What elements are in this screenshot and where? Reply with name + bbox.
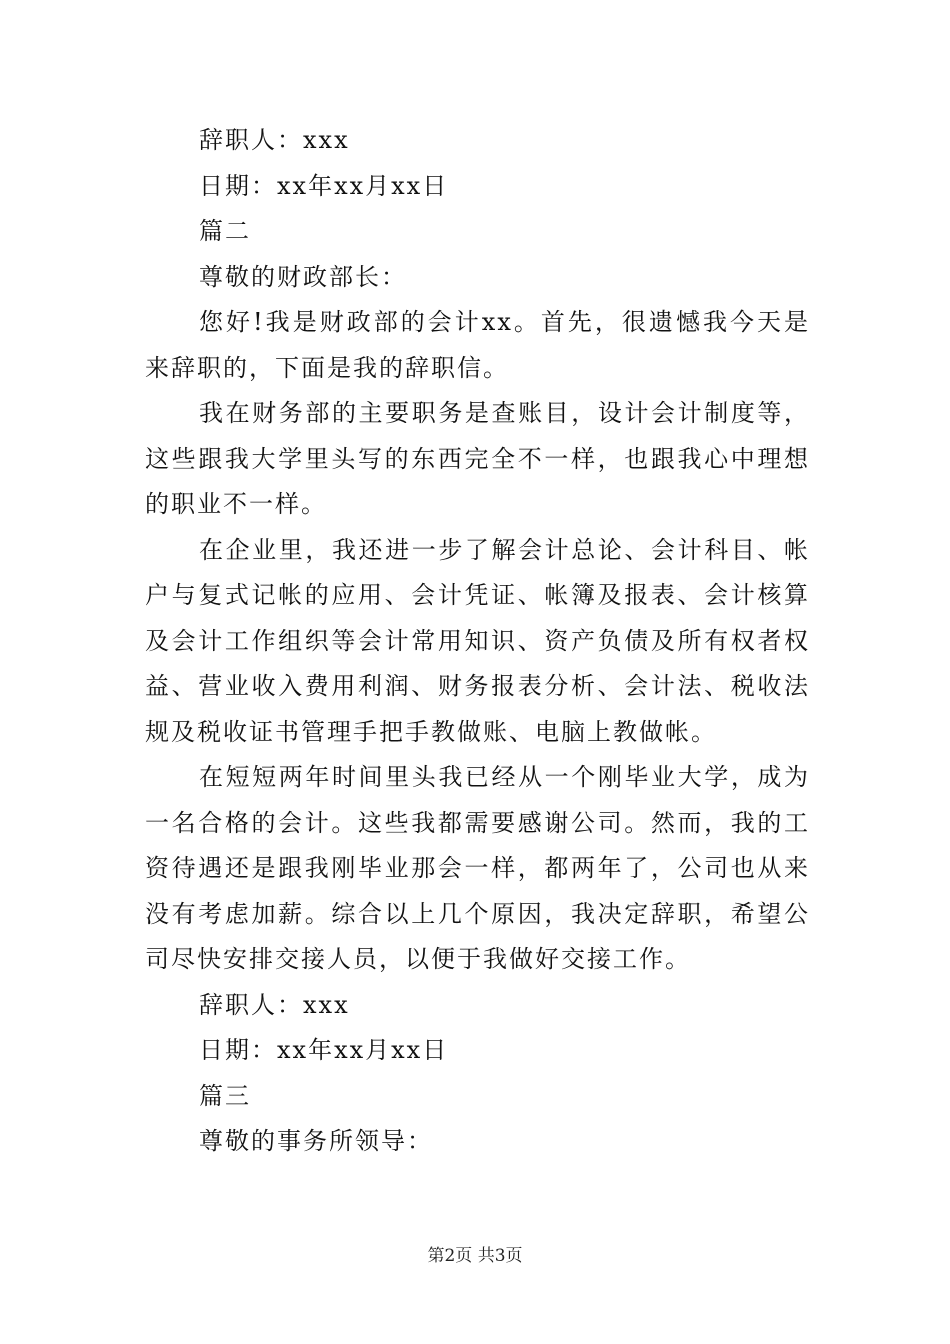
date-line: 日期：xx年xx月xx日 <box>199 171 449 200</box>
page-indicator: 第2页 共3页 <box>427 1246 523 1266</box>
salutation: 尊敬的财政部长： <box>199 262 407 291</box>
body-paragraph: 您好!我是财政部的会计xx。首先，很遗憾我今天是来辞职的，下面是我的辞职信。 <box>145 308 810 382</box>
section-heading: 篇二 <box>199 217 251 245</box>
body-paragraph: 在企业里，我还进一步了解会计总论、会计科目、帐户与复式记帐的应用、会计凭证、帐簿及报表、会计核算及会计工作组织等会计常用知识、资产负债及所有权者权益、营业收入费用利润、财务报表分析、会计法、税收法规及税收证书管理手把手教做账、电脑上教做帐。 <box>145 535 810 746</box>
section-heading: 篇三 <box>199 1081 251 1110</box>
body-paragraph: 我在财务部的主要职务是查账目，设计会计制度等，这些跟我大学里头写的东西完全不一样，也跟我心中理想的职业不一样。 <box>145 399 810 518</box>
signature-line: 辞职人：xxx <box>199 990 350 1019</box>
body-paragraph: 在短短两年时间里头我已经从一个刚毕业大学，成为一名合格的会计。这些我都需要感谢公司。然而，我的工资待遇还是跟我刚毕业那会一样，都两年了，公司也从来没有考虑加薪。综合以上几个原因，我决定辞职，希望公司尽快安排交接人员，以便于我做好交接工作。 <box>145 763 810 973</box>
date-line: 日期：xx年xx月xx日 <box>199 1036 449 1064</box>
document-body <box>145 118 810 1165</box>
salutation: 尊敬的事务所领导： <box>199 1127 433 1155</box>
signature-line: 辞职人：xxx <box>199 126 350 154</box>
